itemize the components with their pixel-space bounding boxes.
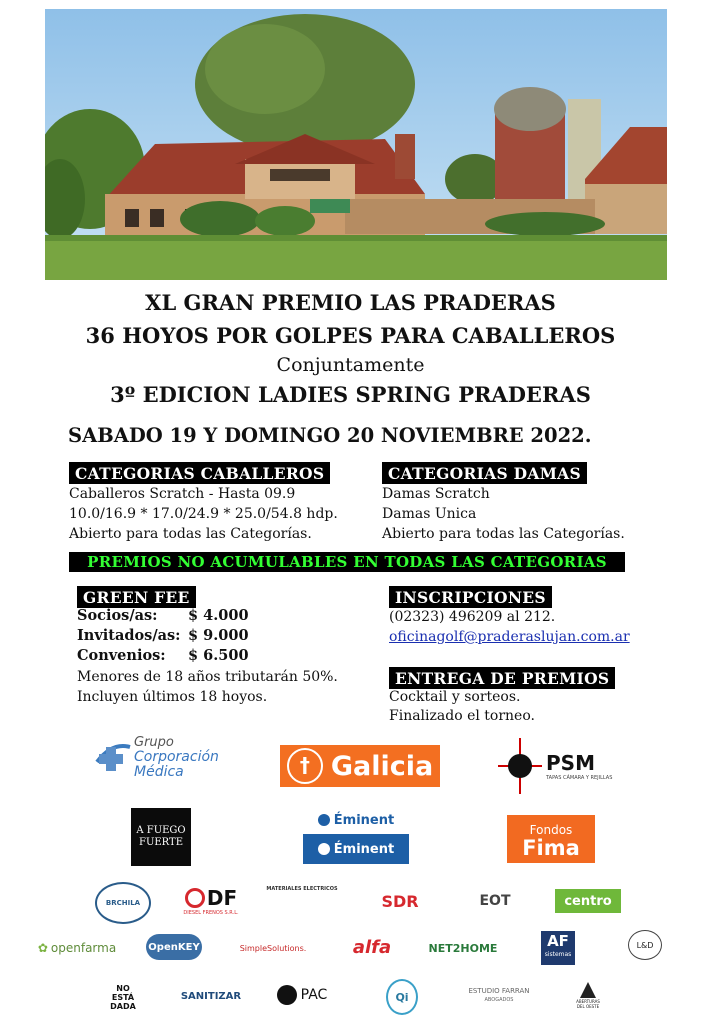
fondos-fima-logo [507, 815, 595, 863]
pac-circle-icon [277, 985, 297, 1005]
eminent-logo-bottom [303, 834, 409, 864]
openkey-logo [146, 934, 202, 960]
fee-price-socios: $ 4.000 [188, 607, 249, 624]
grupo-corporacion-medica-logo [92, 722, 242, 792]
psm-logo [498, 738, 618, 794]
title-line-2: 36 HOYOS POR GOLPES PARA CABALLEROS [85, 323, 616, 348]
farran-text: ESTUDIO FARRAN [468, 987, 530, 995]
entrega-line-2: Finalizado el torneo. [389, 708, 535, 724]
alfa-logo [341, 933, 403, 961]
crosshair-icon [498, 738, 542, 794]
no-esta-dada-logo [101, 980, 145, 1014]
title-line-1: XL GRAN PREMIO LAS PRADERAS [145, 290, 556, 315]
inscripciones-heading: INSCRIPCIONES [389, 586, 552, 608]
eminent-text-top: Éminent [333, 812, 395, 828]
materiales-electricos-logo [266, 886, 338, 916]
psm-text: PSM [546, 751, 595, 775]
fee-price-invitados: $ 9.000 [188, 627, 249, 644]
categorias-caballeros-heading: CATEGORIAS CABALLEROS [69, 462, 330, 484]
centro-text: centro [564, 893, 612, 909]
qi-text: Qi [395, 990, 409, 1004]
a-fuego-fuerte-logo [131, 808, 191, 866]
simple-solutions-text: SimpleSolutions. [239, 943, 307, 953]
damas-line-1: Damas Scratch [382, 486, 490, 502]
galicia-logo [280, 745, 440, 787]
fee-label-invitados: Invitados/as: [77, 627, 181, 644]
title-line-4: 3º EDICION LADIES SPRING PRADERAS [110, 382, 591, 407]
grupo-text: Grupo [134, 734, 174, 750]
inscripciones-email-link[interactable]: oficinagolf@praderaslujan.com.ar [389, 629, 630, 645]
net2home-logo [428, 933, 498, 963]
df-subtext: DIESEL FRENOS S.R.L. [183, 910, 239, 916]
fee-price-convenios: $ 6.500 [188, 647, 249, 664]
green-fee-note-1: Menores de 18 años tributarán 50%. [77, 669, 338, 685]
aberturas-text: ABERTURAS DEL OESTE [576, 999, 600, 1009]
materiales-text: MATERIALES ELECTRICOS [266, 886, 338, 892]
brchila-text: BRCHILA [105, 899, 141, 907]
pac-logo [272, 982, 332, 1008]
categorias-damas-heading: CATEGORIAS DAMAS [382, 462, 587, 484]
eminent-emblem-icon-2 [318, 843, 330, 855]
corporacion-text: Corporación [134, 748, 219, 765]
fondos-text: Fondos [529, 823, 573, 837]
title-line-3: Conjuntamente [276, 354, 425, 376]
estudio-farran-logo [462, 985, 536, 1007]
event-date: SABADO 19 Y DOMINGO 20 NOVIEMBRE 2022. [68, 424, 592, 447]
df-circle-icon [185, 888, 205, 908]
qi-logo [386, 979, 418, 1015]
diesel-frenos-logo [179, 884, 243, 918]
entrega-line-1: Cocktail y sorteos. [389, 689, 521, 705]
fuego-text-2: FUERTE [139, 837, 183, 848]
ld-text: L&D [636, 940, 654, 950]
entrega-premios-heading: ENTREGA DE PREMIOS [389, 667, 615, 689]
medica-text: Médica [134, 763, 184, 780]
af-sistemas-logo [541, 931, 575, 965]
af-text: AF [547, 932, 569, 950]
caballeros-line-2: 10.0/16.9 * 17.0/24.9 * 25.0/54.8 hdp. [69, 506, 338, 522]
inscripciones-phone: (02323) 496209 al 212. [389, 609, 556, 625]
clubhouse-photo [45, 9, 667, 280]
farran-subtext: ABOGADOS [484, 997, 514, 1003]
green-fee-heading: GREEN FEE [77, 586, 196, 608]
alfa-text: alfa [352, 936, 392, 958]
aberturas-logo [573, 975, 603, 1015]
eminent-logo-top [303, 808, 409, 832]
galicia-text: Galicia [330, 750, 434, 782]
fee-label-socios: Socios/as: [77, 607, 158, 624]
leaf-icon: ✿ [37, 941, 48, 955]
openkey-text: OpenKEY [148, 941, 200, 953]
sdr-text: SDR [381, 891, 419, 911]
openfarma-logo [37, 935, 117, 961]
brchila-logo [95, 882, 151, 924]
sdr-logo [368, 888, 432, 914]
damas-line-3: Abierto para todas las Categorías. [382, 526, 625, 542]
caballeros-line-3: Abierto para todas las Categorías. [69, 526, 312, 542]
green-fee-note-2: Incluyen últimos 18 hoyos. [77, 689, 268, 705]
net2home-text: NET2HOME [428, 941, 498, 955]
premios-banner: PREMIOS NO ACUMULABLES EN TODAS LAS CATEGORIAS [69, 552, 625, 572]
fima-text: Fima [522, 836, 580, 860]
fuego-text-1: A FUEGO [136, 825, 186, 836]
sanitizar-logo [176, 985, 246, 1007]
eot-text: EOT [479, 893, 511, 909]
eminent-text-bottom: Éminent [333, 841, 395, 857]
df-text: DF [206, 886, 238, 910]
galicia-emblem-icon: † [287, 748, 323, 784]
medical-cross-icon [92, 737, 132, 777]
ld-logo [628, 930, 662, 960]
triangle-icon [579, 981, 597, 999]
centro-logo [555, 889, 621, 913]
pac-text: PAC [300, 987, 328, 1003]
sanitizar-text: SANITIZAR [180, 990, 242, 1002]
noesta-text-3: DADA [110, 1001, 136, 1011]
eot-logo [462, 888, 528, 914]
noesta-text-1: NO [116, 983, 130, 993]
caballeros-line-1: Caballeros Scratch - Hasta 09.9 [69, 486, 296, 502]
af-subtext: sistemas [544, 951, 572, 958]
fee-label-convenios: Convenios: [77, 647, 166, 664]
eminent-emblem-icon [318, 814, 330, 826]
damas-line-2: Damas Unica [382, 506, 477, 522]
psm-subtext: TAPAS CÁMARA Y REJILLAS [546, 775, 613, 781]
noesta-text-2: ESTÁ [111, 992, 135, 1002]
openfarma-text: openfarma [50, 941, 117, 955]
simple-solutions-logo [236, 938, 310, 958]
